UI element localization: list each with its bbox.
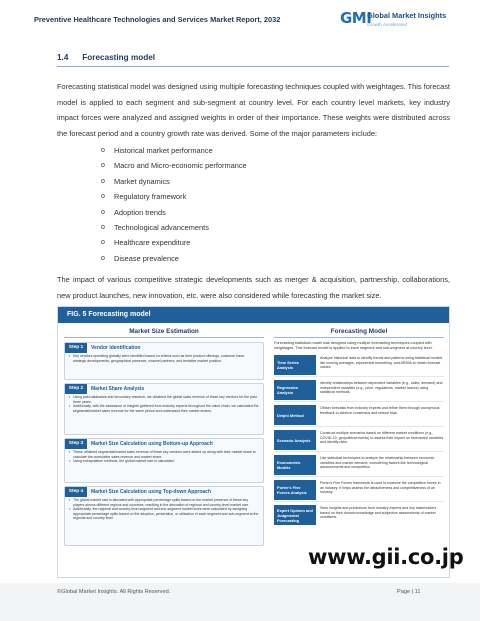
step-tag: Step 4 [65,487,87,497]
step-name: Vendor Identification [91,345,141,351]
step-card [64,438,264,483]
bullet-marker: o [101,147,105,154]
bullet-marker: o [101,208,105,216]
list-item: o Historical market performance [101,143,247,158]
page-header [0,0,480,40]
model-label: Porter's Five Forces Analysis [274,480,316,500]
list-item: o Technological advancements [101,220,247,235]
section-title: Forecasting model [82,53,156,62]
step-card [64,383,264,435]
figure-title: FIG. 5 Forecasting model [58,307,449,323]
right-heading-rule [274,337,444,338]
page-number: Page | 11 [397,589,421,595]
list-item: o Macro and Micro-economic performance [101,158,247,173]
left-heading-rule [64,337,264,338]
model-row [274,503,444,527]
model-label: Regression Analysis [274,380,316,400]
report-title: Preventive Healthcare Technologies and Services Market Report, 2032 [34,15,281,24]
step-tag: Step 1 [65,343,87,353]
list-item: o Adoption trends [101,205,247,220]
logo-name: Global Market Insights [367,11,447,20]
model-row [274,378,444,402]
company-logo [340,9,450,33]
model-label: Delphi Method [274,405,316,425]
step-point: • These obtained segmental/market sales revenue of these key vendors were added up along with their market share to calculate the cumulative sales revenue and market share. [69,450,259,459]
step-point: • Additionally, with the assistance of insights gathered from industry experts throughout the value chain, we calculated the segmental/market sales revenue for the same period and understand their market shares. [69,404,259,413]
step-name: Market Share Analysis [91,386,145,392]
model-description: Construct multiple scenarios based on different market conditions (e.g., COVID-19, geopolitical events) to assess their impact on forecasted variables and identify risks. [320,431,444,445]
logo-tagline: Growth Accelerated [367,22,408,27]
step-tag: Step 2 [65,384,87,394]
model-label: Scenario Analysis [274,430,316,450]
model-row [274,353,444,377]
strategic-paragraph: The impact of various competitive strategic developments such as merger & acquisition, partnership, collaborations, new product launches, new innovation, etc. were also considered while forecasting the market size. [57,275,450,300]
list-item: o Market dynamics [101,174,247,189]
model-description: Analyze historical data to identify trends and patterns using statistical models like moving averages, exponential smoothing, and ARIMA to obtain forecast values. [320,356,443,370]
step-name: Market Size Calculation using Bottom-up Approach [91,441,213,447]
bullet-marker: o [101,254,105,262]
step-point: • Additionally, the regional and country-level segment and sub-segment market sizes were calculated by assigning appropriate percentage splits based on the adoption, penetration, or utilization of each segment and sub-segment at the regional and country level. [69,507,259,521]
section-divider [57,66,449,67]
section-number: 1.4 [57,53,69,62]
step-tag: Step 3 [65,439,87,449]
model-row [274,428,444,452]
model-row [274,453,444,477]
forecasting-figure [57,306,450,578]
step-card [64,486,264,546]
list-item: o Healthcare expenditure [101,235,247,250]
parameter-list [101,143,247,266]
model-description: Seek insights and predictions from industry experts and key stakeholders based on their domain knowledge and subjective assessments of market conditions. [320,506,437,520]
bullet-marker: o [101,177,105,185]
model-description: Porter's Five Forces framework is used to examine the competitive forces in an industry. It helps assess the attractiveness and competitiveness of an industry. [320,481,441,495]
section-heading [57,53,155,62]
model-row [274,478,444,502]
forecasting-model-heading: Forecasting Model [330,328,388,335]
logo-mark: GMI [340,9,372,27]
list-item: o Disease prevalence [101,251,247,266]
model-description: Identify relationships between dependent variables (e.g., sales, demand) and independent variables (e.g., price, regulations, market factors) using statistical methods. [320,381,443,395]
step-point: • The global market size is allocated with appropriate percentage splits based on the market presence of these key players across different regions and countries, resulting in the derivation of regional and country-level market size. [69,498,259,507]
footer-copyright: ©Global Market Insights. All Rights Reserved. [57,589,171,595]
model-label: Econometric Models [274,455,316,475]
model-row [274,403,444,427]
bullet-marker: o [101,193,105,201]
list-item: o Regulatory framework [101,189,247,204]
step-point: • Using paid databases and secondary research, we obtained the global sales revenue of these key vendors for the past three years. [69,395,259,404]
bullet-marker: o [101,162,105,170]
step-point: • Using extrapolation methods, the global market size is calculated. [69,459,259,464]
step-card [64,342,264,380]
step-point: • Key vendors operating globally were identified based on criteria such as their product offerings, customer base, strategic developments, geographical presence, channel partners, and tentative market position. [69,354,259,363]
watermark: www.gii.co.jp [308,545,464,569]
model-description: Use statistical techniques to analyze the relationship between economic variables and market demand, considering factors like technological advancements and competition. [320,456,435,470]
model-description: Obtain forecasts from industry experts and refine them through anonymous feedback to achieve consensus and reduce bias. [320,406,440,415]
market-size-heading: Market Size Estimation [129,328,199,335]
intro-paragraph: Forecasting statistical model was designed using multiple forecasting techniques coupled with weightages. This forecast model is applied to each segment and sub-segment at country level. For each country level markets, key industry impact forces were analyzed and assigned weights in order of their importance. These weights were distributed across the forecast period and a country growth rate was derived. Some of the major parameters include: [57,82,450,138]
model-label: Time Series Analysis [274,355,316,375]
model-label: Expert Opinion and Judgmental Forecasting [274,505,316,525]
bullet-marker: o [101,239,105,247]
step-name: Market Size Calculation using Top-down Approach [91,489,212,495]
bullet-marker: o [101,223,105,231]
model-intro: Forecasting statistical model was designed using multiple forecasting techniques coupled with weightages. This forecast model is applied to each segment and sub-segment at country level. [274,341,433,350]
